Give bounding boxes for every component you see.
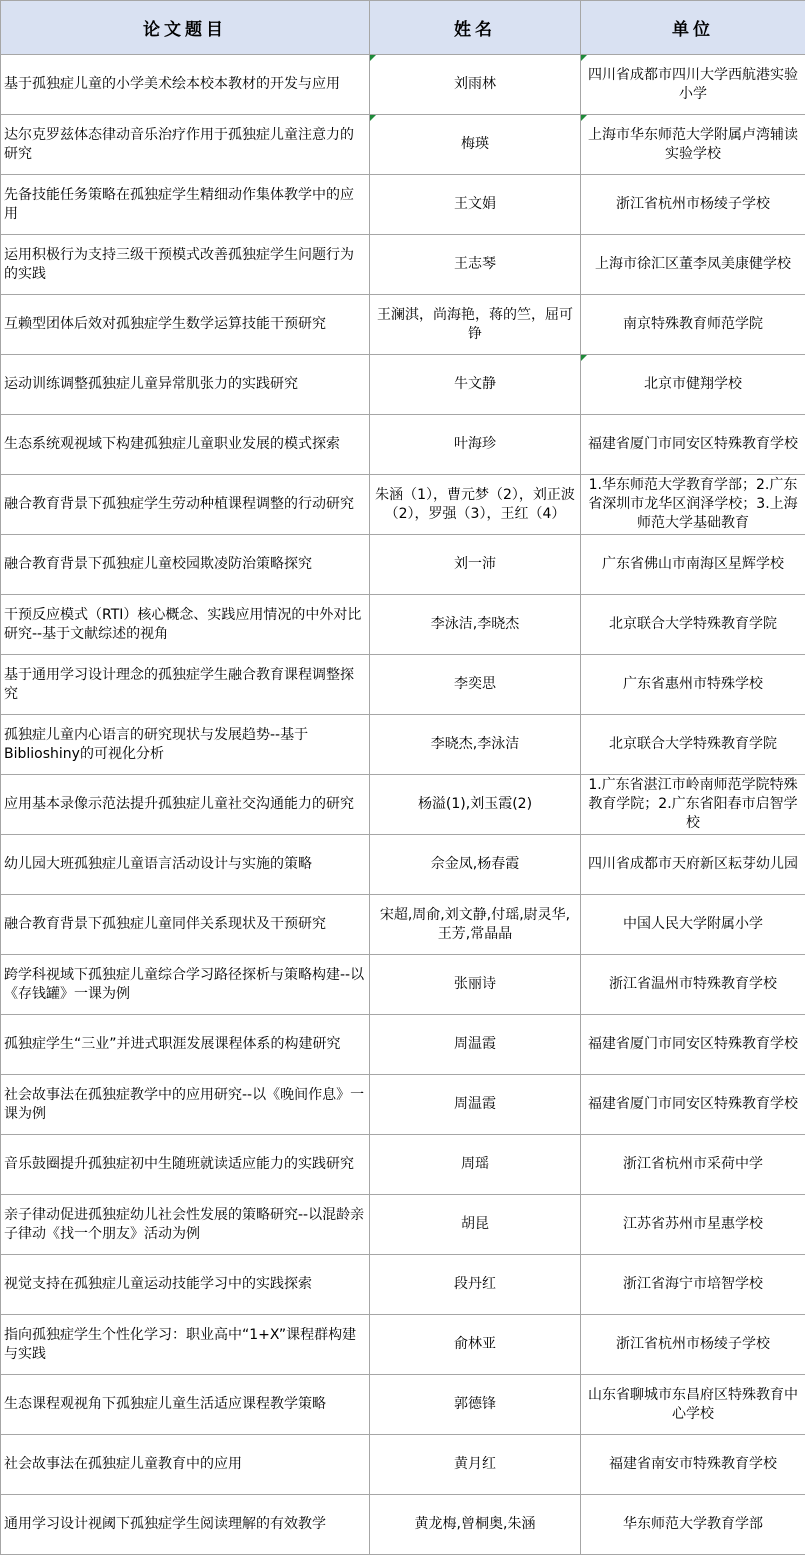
paper-title-cell: 生态系统观视域下构建孤独症儿童职业发展的模式探索 bbox=[1, 415, 370, 475]
author-name-cell: 黄月红 bbox=[370, 1435, 581, 1495]
paper-title-cell: 社会故事法在孤独症教学中的应用研究--以《晚间作息》一课为例 bbox=[1, 1075, 370, 1135]
author-name-cell: 叶海珍 bbox=[370, 415, 581, 475]
affiliation-cell: 中国人民大学附属小学 bbox=[581, 895, 805, 955]
table-row bbox=[1, 355, 805, 415]
paper-title-cell: 孤独症儿童内心语言的研究现状与发展趋势--基于Biblioshiny的可视化分析 bbox=[1, 715, 370, 775]
paper-title-cell: 亲子律动促进孤独症幼儿社会性发展的策略研究--以混龄亲子律动《找一个朋友》活动为例 bbox=[1, 1195, 370, 1255]
table-row bbox=[1, 715, 805, 775]
author-name-cell: 牛文静 bbox=[370, 355, 581, 415]
paper-title-cell: 运动训练调整孤独症儿童异常肌张力的实践研究 bbox=[1, 355, 370, 415]
affiliation-cell: 山东省聊城市东昌府区特殊教育中心学校 bbox=[581, 1375, 805, 1435]
paper-title-cell: 视觉支持在孤独症儿童运动技能学习中的实践探索 bbox=[1, 1255, 370, 1315]
author-name-cell: 郭德锋 bbox=[370, 1375, 581, 1435]
affiliation-cell: 浙江省海宁市培智学校 bbox=[581, 1255, 805, 1315]
table-row bbox=[1, 1315, 805, 1375]
table-row bbox=[1, 475, 805, 535]
table-header bbox=[1, 1, 805, 55]
affiliation-cell: 南京特殊教育师范学院 bbox=[581, 295, 805, 355]
paper-title-cell: 音乐鼓圈提升孤独症初中生随班就读适应能力的实践研究 bbox=[1, 1135, 370, 1195]
paper-title-cell: 孤独症学生“三业”并进式职涯发展课程体系的构建研究 bbox=[1, 1015, 370, 1075]
table-row bbox=[1, 1255, 805, 1315]
author-name-cell: 张丽诗 bbox=[370, 955, 581, 1015]
header-author-name: 姓名 bbox=[370, 1, 581, 55]
author-name-cell: 王志琴 bbox=[370, 235, 581, 295]
paper-title-cell: 融合教育背景下孤独症学生劳动种植课程调整的行动研究 bbox=[1, 475, 370, 535]
header-paper-title: 论文题目 bbox=[1, 1, 370, 55]
header-affiliation: 单位 bbox=[581, 1, 805, 55]
table-row bbox=[1, 115, 805, 175]
table-row bbox=[1, 1075, 805, 1135]
author-name-cell: 周温霞 bbox=[370, 1015, 581, 1075]
affiliation-cell: 北京联合大学特殊教育学院 bbox=[581, 715, 805, 775]
table-row bbox=[1, 175, 805, 235]
paper-title-cell: 融合教育背景下孤独症儿童校园欺凌防治策略探究 bbox=[1, 535, 370, 595]
author-name-cell: 佘金凤,杨春霞 bbox=[370, 835, 581, 895]
table-row bbox=[1, 1495, 805, 1555]
affiliation-cell: 北京联合大学特殊教育学院 bbox=[581, 595, 805, 655]
author-name-cell: 段丹红 bbox=[370, 1255, 581, 1315]
paper-title-cell: 基于孤独症儿童的小学美术绘本校本教材的开发与应用 bbox=[1, 55, 370, 115]
table-row bbox=[1, 655, 805, 715]
affiliation-cell: 浙江省温州市特殊教育学校 bbox=[581, 955, 805, 1015]
table-body bbox=[1, 55, 805, 1555]
affiliation-cell: 浙江省杭州市杨绫子学校 bbox=[581, 1315, 805, 1375]
table-row bbox=[1, 595, 805, 655]
affiliation-cell: 四川省成都市天府新区耘芽幼儿园 bbox=[581, 835, 805, 895]
paper-title-cell: 先备技能任务策略在孤独症学生精细动作集体教学中的应用 bbox=[1, 175, 370, 235]
author-name-cell: 王澜淇，尚海艳，蒋的竺，屈可铮 bbox=[370, 295, 581, 355]
table-row bbox=[1, 1015, 805, 1075]
author-name-cell: 朱涵（1），曹元梦（2），刘正波（2），罗强（3），王红（4） bbox=[370, 475, 581, 535]
author-name-cell: 宋超,周俞,刘文静,付瑶,尉灵华,王芳,常晶晶 bbox=[370, 895, 581, 955]
table-row bbox=[1, 55, 805, 115]
author-name-cell: 李泳洁,李晓杰 bbox=[370, 595, 581, 655]
table-row bbox=[1, 295, 805, 355]
affiliation-cell: 上海市徐汇区董李凤美康健学校 bbox=[581, 235, 805, 295]
author-name-cell: 周瑶 bbox=[370, 1135, 581, 1195]
author-name-cell: 俞林亚 bbox=[370, 1315, 581, 1375]
paper-title-cell: 互赖型团体后效对孤独症学生数学运算技能干预研究 bbox=[1, 295, 370, 355]
paper-title-cell: 干预反应模式（RTI）核心概念、实践应用情况的中外对比研究--基于文献综述的视角 bbox=[1, 595, 370, 655]
author-name-cell: 李晓杰,李泳洁 bbox=[370, 715, 581, 775]
author-name-cell: 黄龙梅,曾桐奥,朱涵 bbox=[370, 1495, 581, 1555]
table-row bbox=[1, 1375, 805, 1435]
paper-title-cell: 幼儿园大班孤独症儿童语言活动设计与实施的策略 bbox=[1, 835, 370, 895]
affiliation-cell: 1.广东省湛江市岭南师范学院特殊教育学院；2.广东省阳春市启智学校 bbox=[581, 775, 805, 835]
affiliation-cell: 江苏省苏州市星惠学校 bbox=[581, 1195, 805, 1255]
affiliation-cell: 福建省厦门市同安区特殊教育学校 bbox=[581, 1015, 805, 1075]
table-row bbox=[1, 415, 805, 475]
table-row bbox=[1, 775, 805, 835]
paper-title-cell: 运用积极行为支持三级干预模式改善孤独症学生问题行为的实践 bbox=[1, 235, 370, 295]
affiliation-cell: 福建省厦门市同安区特殊教育学校 bbox=[581, 1075, 805, 1135]
paper-title-cell: 融合教育背景下孤独症儿童同伴关系现状及干预研究 bbox=[1, 895, 370, 955]
affiliation-cell: 四川省成都市四川大学西航港实验小学 bbox=[581, 55, 805, 115]
table-row bbox=[1, 895, 805, 955]
paper-title-cell: 跨学科视域下孤独症儿童综合学习路径探析与策略构建--以《存钱罐》一课为例 bbox=[1, 955, 370, 1015]
table-row bbox=[1, 1195, 805, 1255]
paper-title-cell: 指向孤独症学生个性化学习：职业高中“1+X”课程群构建与实践 bbox=[1, 1315, 370, 1375]
author-name-cell: 梅瑛 bbox=[370, 115, 581, 175]
author-name-cell: 刘雨林 bbox=[370, 55, 581, 115]
affiliation-cell: 华东师范大学教育学部 bbox=[581, 1495, 805, 1555]
table-row bbox=[1, 1135, 805, 1195]
affiliation-cell: 浙江省杭州市采荷中学 bbox=[581, 1135, 805, 1195]
paper-title-cell: 通用学习设计视阈下孤独症学生阅读理解的有效教学 bbox=[1, 1495, 370, 1555]
author-name-cell: 杨溢(1),刘玉霞(2) bbox=[370, 775, 581, 835]
affiliation-cell: 上海市华东师范大学附属卢湾辅读实验学校 bbox=[581, 115, 805, 175]
affiliation-cell: 1.华东师范大学教育学部；2.广东省深圳市龙华区润泽学校；3.上海师范大学基础教育 bbox=[581, 475, 805, 535]
affiliation-cell: 浙江省杭州市杨绫子学校 bbox=[581, 175, 805, 235]
paper-title-cell: 达尔克罗兹体态律动音乐治疗作用于孤独症儿童注意力的研究 bbox=[1, 115, 370, 175]
table-row bbox=[1, 835, 805, 895]
author-name-cell: 胡昆 bbox=[370, 1195, 581, 1255]
paper-title-cell: 生态课程观视角下孤独症儿童生活适应课程教学策略 bbox=[1, 1375, 370, 1435]
affiliation-cell: 广东省佛山市南海区星辉学校 bbox=[581, 535, 805, 595]
author-name-cell: 王文娟 bbox=[370, 175, 581, 235]
author-name-cell: 刘一沛 bbox=[370, 535, 581, 595]
table-row bbox=[1, 535, 805, 595]
table-row bbox=[1, 235, 805, 295]
affiliation-cell: 北京市健翔学校 bbox=[581, 355, 805, 415]
table-row bbox=[1, 955, 805, 1015]
author-name-cell: 李奕思 bbox=[370, 655, 581, 715]
header-row bbox=[1, 1, 805, 55]
table-row bbox=[1, 1435, 805, 1495]
paper-title-cell: 基于通用学习设计理念的孤独症学生融合教育课程调整探究 bbox=[1, 655, 370, 715]
affiliation-cell: 福建省厦门市同安区特殊教育学校 bbox=[581, 415, 805, 475]
paper-title-cell: 社会故事法在孤独症儿童教育中的应用 bbox=[1, 1435, 370, 1495]
affiliation-cell: 广东省惠州市特殊学校 bbox=[581, 655, 805, 715]
author-name-cell: 周温霞 bbox=[370, 1075, 581, 1135]
affiliation-cell: 福建省南安市特殊教育学校 bbox=[581, 1435, 805, 1495]
paper-title-cell: 应用基本录像示范法提升孤独症儿童社交沟通能力的研究 bbox=[1, 775, 370, 835]
